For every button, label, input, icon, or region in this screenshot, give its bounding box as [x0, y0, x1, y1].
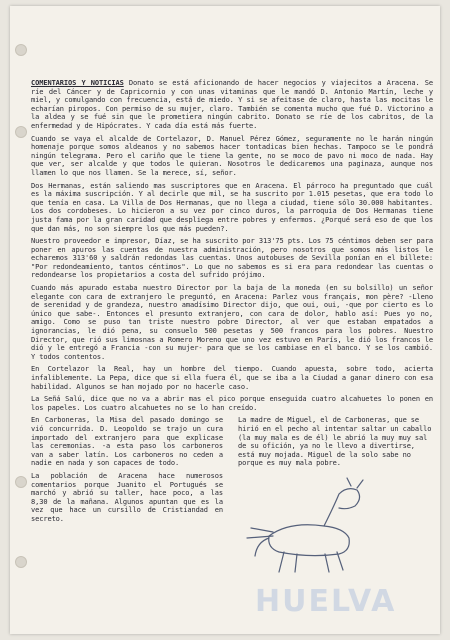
punch-hole — [15, 556, 27, 568]
paragraph: La población de Aracena hace numerosos comentarios porque Juanito el Portugués se marchó y abrió su taller, hace poco, a las 8,30 de la mañana. Algunos apuntan que es la vez que hace un cursillo de Cristiandad en secreto. — [31, 471, 223, 523]
punch-hole — [15, 126, 27, 138]
section-heading: COMENTARIOS Y NOTICIAS — [31, 79, 124, 87]
paragraph: Donato se está aficionando de hacer negocios y viajecitos a Aracena. Se ríe del Cáncer y de Capricornio y con unas vitaminas que le mandó D. Antonio Martín, leche y miel, y comulgando con frecuencia, está de miedo. Y si se afeitase de claro, hasta las mocitas le echarían piropos. Con permiso de su mujer, claro. También se comenta mucho que fué D. Victorino a la aldea y se fué sin que le prometiera ningún cabrito. Donato se ríe de los cabritos, de la enfermedad y de Hipócrates. Y cada día está más fuerte. — [31, 79, 433, 130]
paragraph: Cuando se vaya el alcalde de Cortelazor, D. Manuel Pérez Gómez, seguramente no le harán ningún homenaje porque somos aldeanos y no sabemos hacer tontadicas bien hechas. Tampoco se le pondrá ningún telegrama. Pero el cariño que le tiene la gente, no se moco de pavo ni moco de nada. Hay que ver, ser alcalde y que todos le quieran. Nosotros le dedicaremos una paginaza, aunque nos llamen lo que nos llamen. Se la merece, sí, señor. — [31, 134, 433, 177]
left-column — [31, 416, 223, 527]
paragraph: La Señá Salú, dice que no va a abrir mas el pico porque enseguida cuatro alcahuetes lo ponen en los papeles. Los cuatro alcahuetes no se lo han creído. — [31, 395, 433, 412]
paragraph: Cuando más apurado estaba nuestro Director por la baja de la moneda (en su bolsillo) un señor elegante con cara de extranjero le preguntó, en Aracena: Parlez vous français, mon père? -Lleno de serenidad y de grandeza, nuestro amadísimo Director dijo, que oui, oui, -que por cierto es lo único que sabe-. Entonces el presunto extranjero, con cara de dolor, hablo así: Pues yo no, amigo. Como se puso tan triste nuestro pobre Director, al ver que estaban empatados a ignorancias, le dió pena, su consuelo 500 pesetas y 500 francos para los pobres. Nuestro Director, que rió sus limosnas a Romero Moreno que uno vez estuvo en París, le dió los francos le dió y le entregó a Francia -con su mujer- para que se los cambiase en el banco. Y se los cambió. Y todos contentos. — [31, 284, 433, 361]
paragraph: En Carboneras, la Misa del pasado domingo se vió concurrida. D. Leopoldo se trajo un cura importado del extranjero para que explicase las ceremonias. -a esta paso los carboneros van a saber latín. Los carboneros no ceden a nadie en nada y son capaces de todo. — [31, 416, 223, 468]
watermark-text: HUELVA — [255, 584, 397, 619]
punch-hole — [15, 44, 27, 56]
paragraph: La madre de Miguel, el de Carboneras, que se hirió en el pecho al intentar saltar un caballo (la muy mala es de él) le abrió la muy muy sal de su ofición, ya no le llevo a divertirse, está muy mojada. Miguel de la solo sabe no porque es muy mala pobre. — [238, 416, 432, 468]
donkey-sketch-icon — [239, 476, 379, 576]
paragraph: Nuestro proveedor e impresor, Díaz, se ha suscrito por 313'75 pts. Los 75 céntimos deben ser para poner en apuros las cuentas de nuestra administración, pero nosotros que somos más listos le echaremos 313'60 y saldrán redondas las cuentas. Unos autobuses de Sevilla ponían en el billete: "Por redondeamiento, tantos céntimos". Lo que no sabemos es si era para redondear las cuentas o redondearse los propietarios a costa del sufrido prójimo. — [31, 237, 433, 280]
right-column — [238, 416, 433, 472]
paragraph: Dos Hermanas, están saliendo mas suscriptores que en Aracena. El párroco ha preguntado que cuál es la máxima suscripción. Y al decirle que mil, se ha suscrito por 1.015 pesetas, que era todo lo que tenía en casa. La Villa de Dos Hermanas, que no llega a ciudad, tiene sólo 30.000 habitantes. Los dos cordobeses. Lo hicieron a su vez por cinco duros, la parroquia de Dos Hermanas tiene justa fama por la gran caridad que despliega entre pobres y enfermos. ¿Porqué será eso de que los que dan más, no son siempre los que más pueden?. — [31, 181, 433, 233]
document-page — [10, 6, 440, 634]
punch-hole — [15, 476, 27, 488]
paragraph: En Cortelazor la Real, hay un hombre del tiempo. Cuando apuesta, sobre todo, acierta infaliblemente. La Pepa, dice que si ella fuera él, que se iba a la Ciudad a ganar dinero con esa habilidad. Algunos se han mojado por no hacerle caso. — [31, 365, 433, 391]
